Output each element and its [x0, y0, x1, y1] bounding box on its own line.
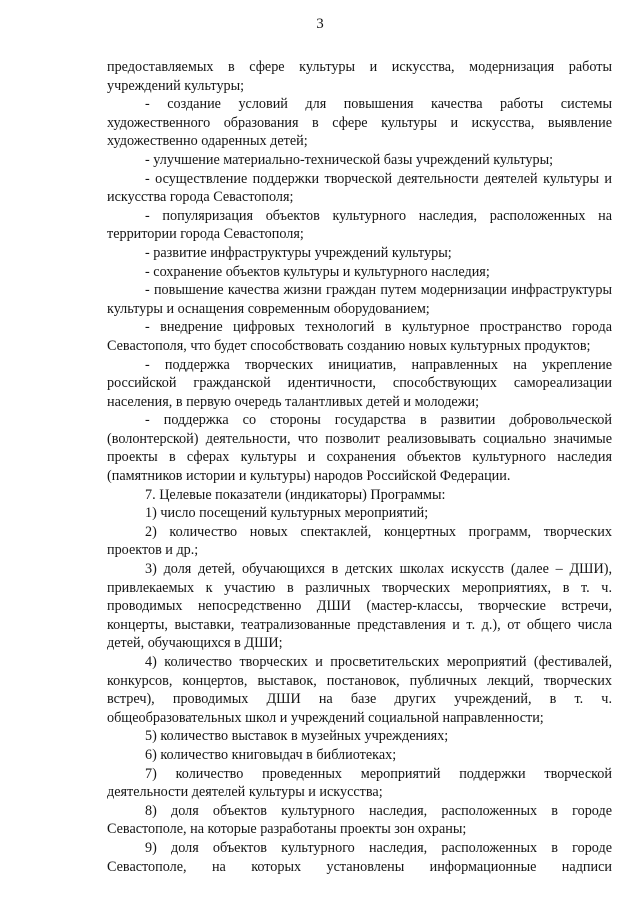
- list-item-digital-technologies: - внедрение цифровых технологий в культурное пространство города Севастополя, что будет способствовать созданию новых культурных продуктов;: [107, 319, 612, 354]
- document-body: [107, 58, 612, 876]
- indicator-7: 7) количество проведенных мероприятий поддержки творческой деятельности деятелей культуры и искусства;: [107, 765, 612, 801]
- indicator-3: 3) доля детей, обучающихся в детских школах искусств (далее – ДШИ), привлекаемых к участию в различных творческих мероприятиях, в т. ч. проводимых непосредственно ДШИ (мастер-классы, творческие встречи, концерты, выставки, театрализованные представления и т. д.), от общего числа детей, обучающихся в ДШИ;: [107, 561, 612, 652]
- indicator-5: 5) количество выставок в музейных учреждениях;: [145, 728, 449, 745]
- indicator-6: 6) количество книговыдач в библиотеках;: [145, 746, 397, 763]
- indicator-1: 1) число посещений культурных мероприятий;: [145, 505, 429, 522]
- list-item-preservation: - сохранение объектов культуры и культурного наследия;: [145, 263, 490, 280]
- indicator-8: 8) доля объектов культурного наследия, расположенных в городе Севастополе, на которые разработаны проекты зон охраны;: [107, 802, 612, 838]
- page-number: 3: [316, 16, 324, 32]
- indicator-4: 4) количество творческих и просветительских мероприятий (фестивалей, конкурсов, концертов, выставок, постановок, публичных лекций, творческих встреч), проводимых ДШИ на базе других учреждений, в т. ч. общеобразовательных школ и учреждений социальной направленности;: [107, 654, 612, 726]
- indicator-9: 9) доля объектов культурного наследия, расположенных в городе Севастополе, на которых установлены информационные надписи: [107, 839, 612, 875]
- section-heading-indicators: 7. Целевые показатели (индикаторы) Программы:: [145, 486, 446, 503]
- list-item-education-quality: - создание условий для повышения качества работы системы художественного образования в сфере культуры и искусства, выявление художественно одаренных детей;: [107, 96, 612, 150]
- list-item-creative-initiatives: - поддержка творческих инициатив, направленных на укрепление российской гражданской идентичности, способствующих самореализации населения, в первую очередь талантливых детей и молодежи;: [107, 356, 612, 410]
- list-item-infrastructure: - развитие инфраструктуры учреждений культуры;: [145, 244, 452, 261]
- list-item-support-figures: - осуществление поддержки творческой деятельности деятелей культуры и искусства города Севастополя;: [107, 170, 612, 206]
- list-item-volunteer-support: - поддержка со стороны государства в развитии добровольческой (волонтерской) деятельности, что позволит реализовывать социально значимые проекты в сферах культуры и сохранения объектов культурного наследия (памятников истории и культуры) народов Российской Федерации.: [107, 412, 612, 485]
- indicator-2: 2) количество новых спектаклей, концертных программ, творческих проектов и др.;: [107, 523, 612, 559]
- list-item-heritage-popularization: - популяризация объектов культурного наследия, расположенных на территории города Севастополя;: [107, 207, 612, 243]
- list-item-quality-of-life: - повышение качества жизни граждан путем модернизации инфраструктуры культуры и оснащения современным оборудованием;: [107, 282, 612, 317]
- list-item-material-base: - улучшение материально-технической базы учреждений культуры;: [145, 151, 554, 168]
- paragraph-continuation: предоставляемых в сфере культуры и искусства, модернизация работы учреждений культуры;: [107, 59, 612, 94]
